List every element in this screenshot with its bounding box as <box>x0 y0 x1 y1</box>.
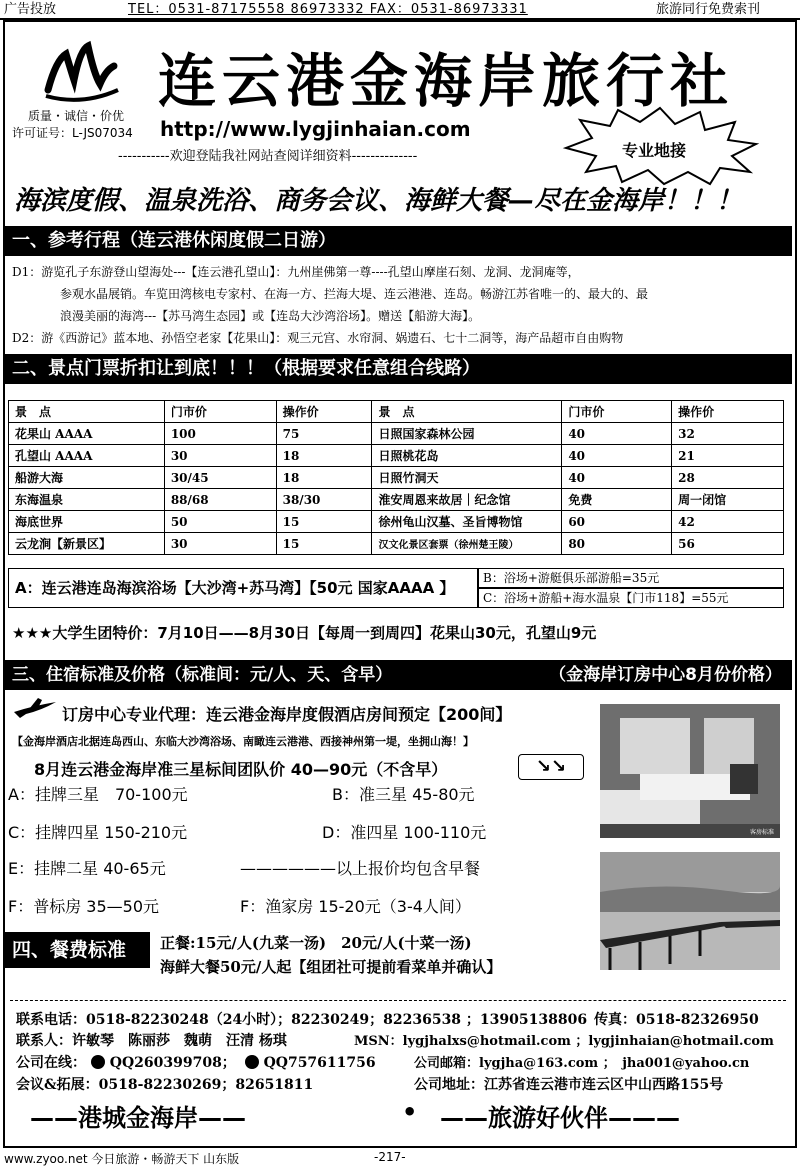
header-cell: 操作价 <box>672 401 784 423</box>
qq-penguin-icon <box>245 1055 259 1069</box>
table-cell: 42 <box>672 511 784 533</box>
website-link[interactable]: http://www.lygjinhaian.com <box>160 117 471 141</box>
package-b: B：浴场+游艇俱乐部游船=35元 <box>478 568 784 588</box>
contact-msn[interactable]: MSN：lygjhalxs@hotmail.com ；lygjinhaian@hotmail.com <box>354 1034 774 1049</box>
table-cell: 日照竹洞天 <box>372 467 562 489</box>
tagline-dot: • <box>402 1098 418 1126</box>
table-cell: 88/68 <box>164 489 276 511</box>
itinerary-line-4: D2：游《西游记》蓝本地、孙悟空老家【花果山】：观三元宫、水帘洞、娲遗石、七十二洞等，海产品超市自由购物 <box>12 331 624 345</box>
table-cell: 周一闭馆 <box>672 489 784 511</box>
table-cell: 56 <box>672 533 784 555</box>
table-cell: 淮安周恩来故居｜纪念馆 <box>372 489 562 511</box>
table-cell: 东海温泉 <box>9 489 165 511</box>
table-cell: 海底世界 <box>9 511 165 533</box>
lodging-title: 三、住宿标准及价格（标准间：元/人、天、含早） <box>12 665 393 685</box>
table-header-row <box>9 401 784 423</box>
table-row <box>9 467 784 489</box>
online-contacts <box>16 1053 376 1074</box>
ad-label: 广告投放 <box>4 2 57 17</box>
license-number: 许可证号：L-JS07034 <box>12 126 133 140</box>
contact-phone: 联系电话：0518-82230248（24小时）；82230249；82236538 ；13905138806 <box>16 1012 588 1028</box>
free-copy-label: 旅游同行免费索刊 <box>656 2 761 17</box>
section-tickets-header: 二、景点门票折扣让到底！！！（根据要求任意组合线路） <box>4 354 792 384</box>
header-cell: 门市价 <box>562 401 672 423</box>
table-cell: 28 <box>672 467 784 489</box>
tel-fax: TEL：0531-87175558 86973332 FAX：0531-86973331 <box>128 2 528 17</box>
table-cell: 21 <box>672 445 784 467</box>
table-cell: 徐州龟山汉墓、圣旨博物馆 <box>372 511 562 533</box>
divider <box>10 1000 786 1001</box>
company-address: 公司地址：江苏省连云港市连云区中山西路155号 <box>414 1077 724 1093</box>
table-row <box>9 533 784 555</box>
table-cell: 日照国家森林公园 <box>372 423 562 445</box>
company-email[interactable]: 公司邮箱：lygjha@163.com ； jha001@yahoo.cn <box>414 1056 750 1071</box>
ticket-price-table <box>8 400 784 555</box>
visit-website-note: -----------欢迎登陆我社网站查阅详细资料-------------- <box>118 149 418 164</box>
company-logo-icon <box>42 40 122 104</box>
slogan: 海滨度假、温泉洗浴、商务会议、海鲜大餐—尽在金海岸！！！ <box>14 186 743 216</box>
rate-c: C：挂牌四星 150-210元 <box>8 823 188 842</box>
local-service-badge: 专业地接 <box>622 141 687 160</box>
qq-number-2[interactable]: QQ757611756 <box>263 1055 376 1071</box>
table-cell: 日照桃花岛 <box>372 445 562 467</box>
tagline-left: ——港城金海岸—— <box>30 1104 246 1132</box>
table-cell: 40 <box>562 445 672 467</box>
student-group-offer: ★★★大学生团特价：7月10日——8月30日【每周一到周四】花果山30元，孔望山9元 <box>12 624 597 642</box>
table-cell: 38/30 <box>276 489 372 511</box>
booking-agent: 订房中心专业代理：连云港金海岸度假酒店房间预定【200间】 <box>62 705 512 724</box>
table-cell: 18 <box>276 445 372 467</box>
table-cell: 免费 <box>562 489 672 511</box>
table-row <box>9 489 784 511</box>
section-meals-header: 四、餐费标准 <box>4 932 150 968</box>
section-itinerary-header: 一、参考行程（连云港休闲度假二日游） <box>4 226 792 256</box>
table-cell: 30/45 <box>164 467 276 489</box>
itinerary-line-2: 参观水晶展销。车览田湾核电专家村、在海一方、拦海大堤、连云港港、连岛。畅游江苏省唯一的、最大的、最 <box>60 287 649 301</box>
seaside-pier-photo <box>600 852 780 970</box>
hotel-location: 【金海岸酒店北据连岛西山、东临大沙湾浴场、南瞰连云港港、西接神州第一堤，坐拥山海！】 <box>12 735 474 748</box>
section-lodging-header <box>4 660 792 690</box>
table-cell: 汉文化景区套票（徐州楚王陵） <box>372 533 562 555</box>
table-cell: 30 <box>164 445 276 467</box>
itinerary-line-3: 浪漫美丽的海湾---【苏马湾生态园】或【连岛大沙湾浴场】。赠送【船游大海】。 <box>60 309 481 323</box>
meeting-phone: 会议&拓展：0518-82230269；82651811 <box>16 1077 314 1093</box>
table-cell: 40 <box>562 467 672 489</box>
table-row <box>9 511 784 533</box>
rate-d: D：准四星 100-110元 <box>322 823 487 842</box>
rate-a: A：挂牌三星 70-100元 <box>8 785 188 804</box>
itinerary-line-1: D1：游览孔子东游登山望海处---【连云港孔望山】：九州崖佛第一尊----孔望山摩崖石刻、龙洞、龙洞庵等， <box>12 265 580 279</box>
company-title: 连云港金海岸旅行社 <box>158 47 735 115</box>
online-label: 公司在线： <box>16 1055 86 1071</box>
lodging-title-right: （金海岸订房中心8月份价格） <box>549 665 782 685</box>
table-cell: 32 <box>672 423 784 445</box>
package-c: C：浴场+游船+海水温泉【门市118】=55元 <box>478 588 784 608</box>
rate-b: B：准三星 45-80元 <box>332 785 475 804</box>
rate-f-standard: F：普标房 35—50元 <box>8 897 160 916</box>
qq-penguin-icon <box>91 1055 105 1069</box>
meal-price-line-1: 正餐:15元/人(九菜一汤) 20元/人(十菜一汤) <box>160 934 472 952</box>
qq-number-1[interactable]: QQ260399708； <box>109 1055 236 1071</box>
rate-f-fisherman: F：渔家房 15-20元（3-4人间） <box>240 897 471 916</box>
table-cell: 80 <box>562 533 672 555</box>
arrows-box: ↘↘ <box>518 754 584 780</box>
table-cell: 15 <box>276 533 372 555</box>
contact-fax: 传真：0518-82326950 <box>594 1012 759 1028</box>
footer-site: www.zyoo.net 今日旅游・畅游天下 山东版 <box>4 1152 240 1166</box>
header-cell: 操作价 <box>276 401 372 423</box>
table-cell: 40 <box>562 423 672 445</box>
table-cell: 15 <box>276 511 372 533</box>
table-cell: 云龙涧【新景区】 <box>9 533 165 555</box>
contact-people: 联系人：许敏琴 陈丽莎 魏萌 汪清 杨琪 <box>16 1033 287 1049</box>
table-cell: 60 <box>562 511 672 533</box>
table-cell: 船游大海 <box>9 467 165 489</box>
rate-e: E：挂牌二星 40-65元 <box>8 859 166 878</box>
table-cell: 花果山 AAAA <box>9 423 165 445</box>
meal-price-line-2: 海鲜大餐50元/人起【组团社可提前看菜单并确认】 <box>160 958 502 976</box>
hotel-room-photo <box>600 704 780 838</box>
top-bar <box>0 0 800 20</box>
table-cell: 30 <box>164 533 276 555</box>
header-cell: 景 点 <box>372 401 562 423</box>
photo-caption: 客房标准 <box>750 829 775 836</box>
table-cell: 50 <box>164 511 276 533</box>
table-cell: 18 <box>276 467 372 489</box>
table-cell: 孔望山 AAAA <box>9 445 165 467</box>
package-a: A：连云港连岛海滨浴场【大沙湾+苏马湾】【50元 国家AAAA 】 <box>8 568 478 608</box>
table-cell: 100 <box>164 423 276 445</box>
table-row <box>9 423 784 445</box>
page-number: -217- <box>374 1150 406 1164</box>
header-cell: 景 点 <box>9 401 165 423</box>
table-row <box>9 445 784 467</box>
table-cell: 75 <box>276 423 372 445</box>
header-cell: 门市价 <box>164 401 276 423</box>
breakfast-note: ——————以上报价均包含早餐 <box>240 859 481 878</box>
airplane-icon <box>12 696 58 720</box>
august-group-price: 8月连云港金海岸准三星标间团队价 40—90元（不含早） <box>34 760 448 779</box>
motto: 质量・诚信・价优 <box>28 109 125 123</box>
tagline-right: ——旅游好伙伴——— <box>440 1104 680 1132</box>
